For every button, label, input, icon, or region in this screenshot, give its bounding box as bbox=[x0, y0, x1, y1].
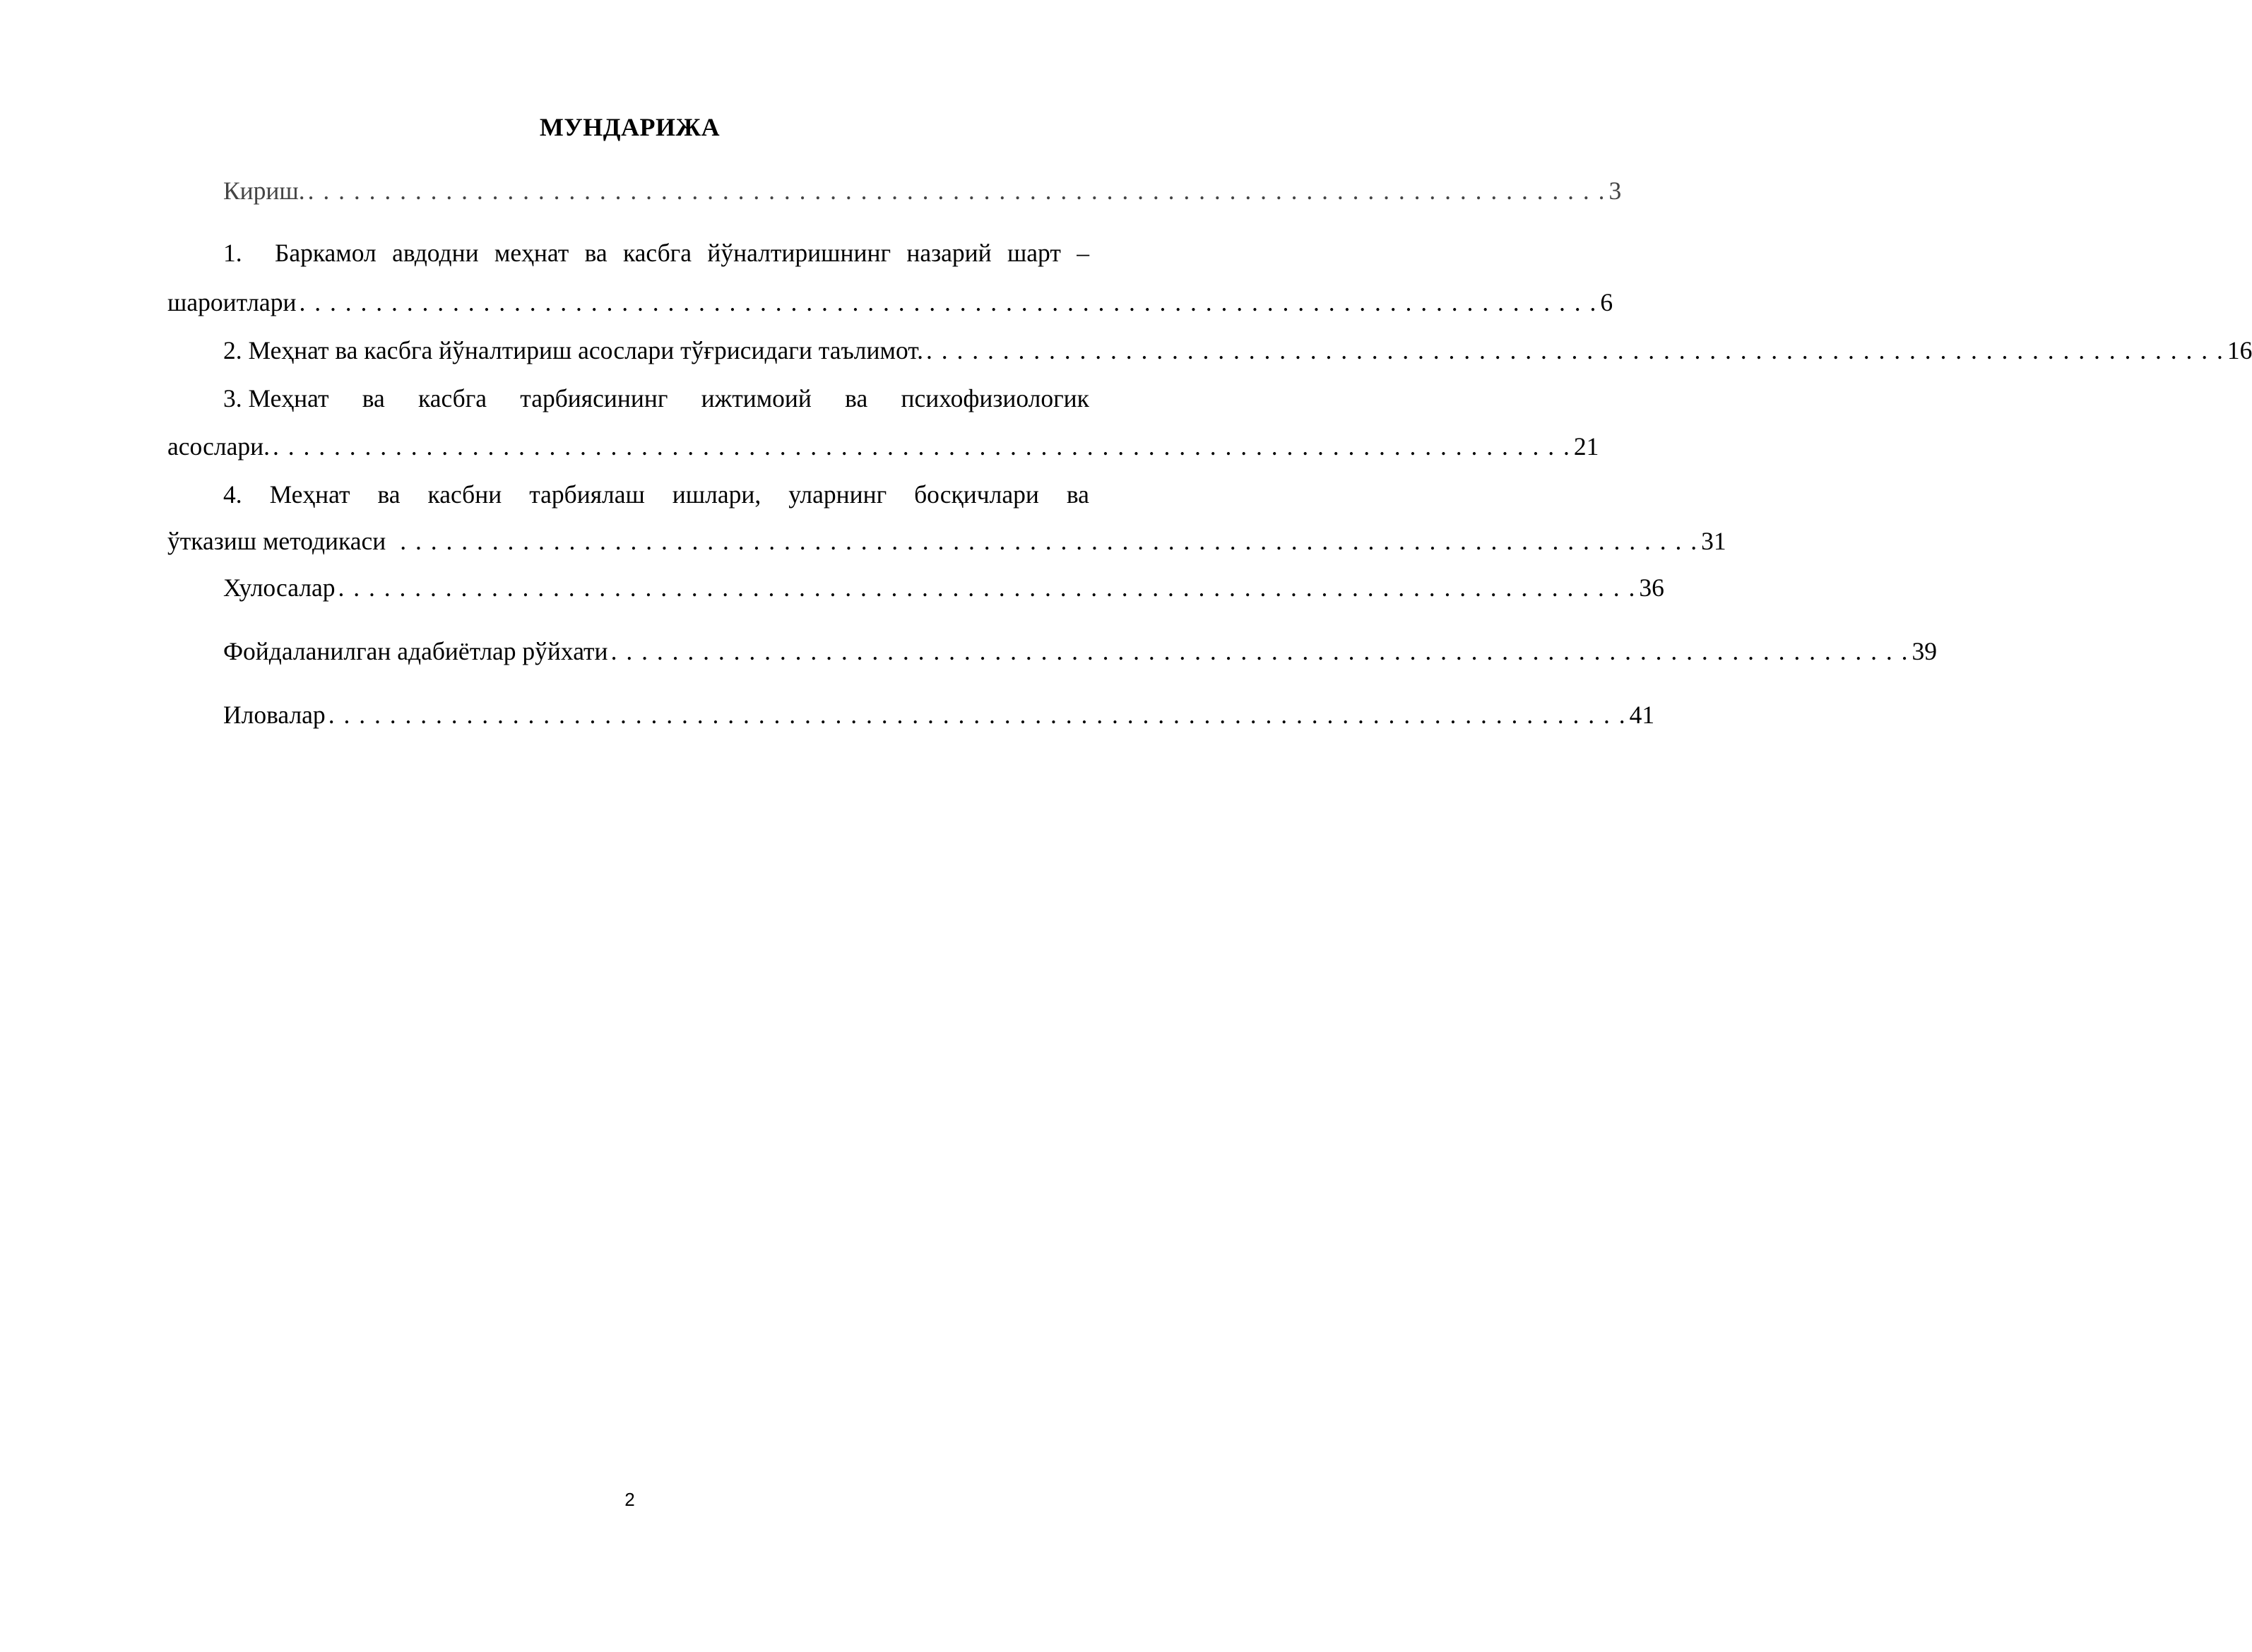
toc-page-number: 3 bbox=[1608, 177, 1622, 205]
toc-word: авдодни bbox=[392, 239, 479, 267]
toc-entry-label: Иловалар bbox=[223, 701, 326, 729]
toc-leader: . . . . . . . . . . . . . . . . . . . . . . . . . . . . . . . . . . . . . . . . . . . . . . . . . . . . . . . . . . . . . . . . . . . . . . . . . . . . . . . . . . . . . bbox=[328, 701, 1627, 729]
toc-leader: . . . . . . . . . . . . . . . . . . . . . . . . . . . . . . . . . . . . . . . . . . . . . . . . . . . . . . . . . . . . . . . . . . . . . . . . . . . . . . . . . . . . . bbox=[299, 288, 1598, 316]
toc-word: ишлари, bbox=[672, 480, 761, 509]
toc-entry-intro[interactable] bbox=[167, 177, 1622, 205]
toc-word: касбни bbox=[427, 480, 502, 509]
toc-word: назарий bbox=[906, 239, 992, 267]
toc-word: шарт bbox=[1007, 239, 1061, 267]
toc-leader: . . . . . . . . . . . . . . . . . . . . . . . . . . . . . . . . . . . . . . . . . . . . . . . . . . . . . . . . . . . . . . . . . . . . . . . . . . . . . . . . . . . . . bbox=[338, 574, 1637, 602]
toc-leader: . . . . . . . . . . . . . . . . . . . . . . . . . . . . . . . . . . . . . . . . . . . . . . . . . . . . . . . . . . . . . . . . . . . . . . . . . . . . . . . . . . . . . bbox=[307, 177, 1606, 205]
toc-entry-label: Хулосалар bbox=[223, 574, 336, 602]
toc-word: тарбиялаш bbox=[529, 480, 645, 509]
toc-entry-label: 2. Меҳнат ва касбга йўналтириш асослари тўғрисидаги таълимот. bbox=[223, 336, 923, 364]
toc-word: 3. Меҳнат bbox=[223, 384, 329, 412]
toc-page-number: 31 bbox=[1701, 527, 1726, 555]
toc-chapter1-number: 1. bbox=[223, 239, 242, 267]
toc-page-number: 16 bbox=[2227, 336, 2252, 364]
page-title: МУНДАРИЖА bbox=[539, 113, 721, 141]
toc-word: Баркамол bbox=[274, 239, 377, 267]
toc-word: Меҳнат bbox=[269, 480, 350, 509]
toc-word: ижтимоий bbox=[701, 384, 812, 412]
toc-word: ва bbox=[377, 480, 401, 509]
toc-leader: . . . . . . . . . . . . . . . . . . . . . . . . . . . . . . . . . . . . . . . . . . . . . . . . . . . . . . . . . . . . . . . . . . . . . . . . . . . . . . . . . . . . . bbox=[273, 432, 1571, 460]
toc-entry-chapter1-line1[interactable] bbox=[223, 239, 1089, 267]
toc-entry-chapter2[interactable] bbox=[167, 336, 2252, 364]
toc-word: босқичлари bbox=[914, 480, 1039, 509]
toc-entry-label: шароитлари bbox=[167, 288, 297, 316]
toc-entry-chapter1-line2[interactable] bbox=[167, 288, 1613, 316]
toc-page-number: 6 bbox=[1600, 288, 1613, 316]
toc-page-number: 39 bbox=[1912, 637, 1937, 665]
toc-entry-label: ўтказиш методикаси bbox=[167, 527, 386, 555]
toc-word: касбга bbox=[622, 239, 692, 267]
toc-word: тарбиясининг bbox=[520, 384, 668, 412]
toc-word: 4. bbox=[223, 480, 242, 509]
toc-entry-label: Кириш. bbox=[223, 177, 305, 205]
toc-entry-chapter3-line2[interactable] bbox=[167, 432, 1599, 460]
toc-word: йўналтиришнинг bbox=[707, 239, 891, 267]
toc-word: ва bbox=[1066, 480, 1089, 509]
toc-page-number: 41 bbox=[1629, 701, 1655, 729]
toc-leader: . . . . . . . . . . . . . . . . . . . . . . . . . . . . . . . . . . . . . . . . . . . . . . . . . . . . . . . . . . . . . . . . . . . . . . . . . . . . . . . . . . . . . bbox=[925, 336, 2224, 364]
toc-word: уларнинг bbox=[788, 480, 887, 509]
toc-word: – bbox=[1077, 239, 1089, 267]
toc-leader: . . . . . . . . . . . . . . . . . . . . . . . . . . . . . . . . . . . . . . . . . . . . . . . . . . . . . . . . . . . . . . . . . . . . . . . . . . . . . . . . . . . . . bbox=[400, 527, 1699, 555]
toc-entry-chapter4-line2[interactable] bbox=[167, 527, 1726, 555]
toc-entry-label: Фойдаланилган адабиётлар рўйхати bbox=[223, 637, 608, 665]
toc-word: меҳнат bbox=[494, 239, 569, 267]
toc-page-number: 21 bbox=[1573, 432, 1599, 460]
toc-leader: . . . . . . . . . . . . . . . . . . . . . . . . . . . . . . . . . . . . . . . . . . . . . . . . . . . . . . . . . . . . . . . . . . . . . . . . . . . . . . . . . . . . . bbox=[610, 637, 1909, 665]
toc-word: ва bbox=[362, 384, 385, 412]
toc-page-number: 36 bbox=[1639, 574, 1664, 602]
toc-word: ва bbox=[584, 239, 608, 267]
page-number: 2 bbox=[624, 1489, 635, 1510]
toc-entry-chapter4-line1[interactable] bbox=[223, 480, 1089, 509]
toc-word: касбга bbox=[418, 384, 487, 412]
toc-entry-conclusions[interactable] bbox=[167, 574, 1664, 602]
toc-entry-label: асослари. bbox=[167, 432, 270, 460]
toc-entry-chapter3-line1[interactable] bbox=[223, 384, 1089, 412]
toc-word: психофизиологик bbox=[901, 384, 1089, 412]
toc-entry-references[interactable] bbox=[167, 637, 1937, 665]
toc-word: ва bbox=[845, 384, 868, 412]
toc-entry-appendices[interactable] bbox=[167, 701, 1655, 729]
